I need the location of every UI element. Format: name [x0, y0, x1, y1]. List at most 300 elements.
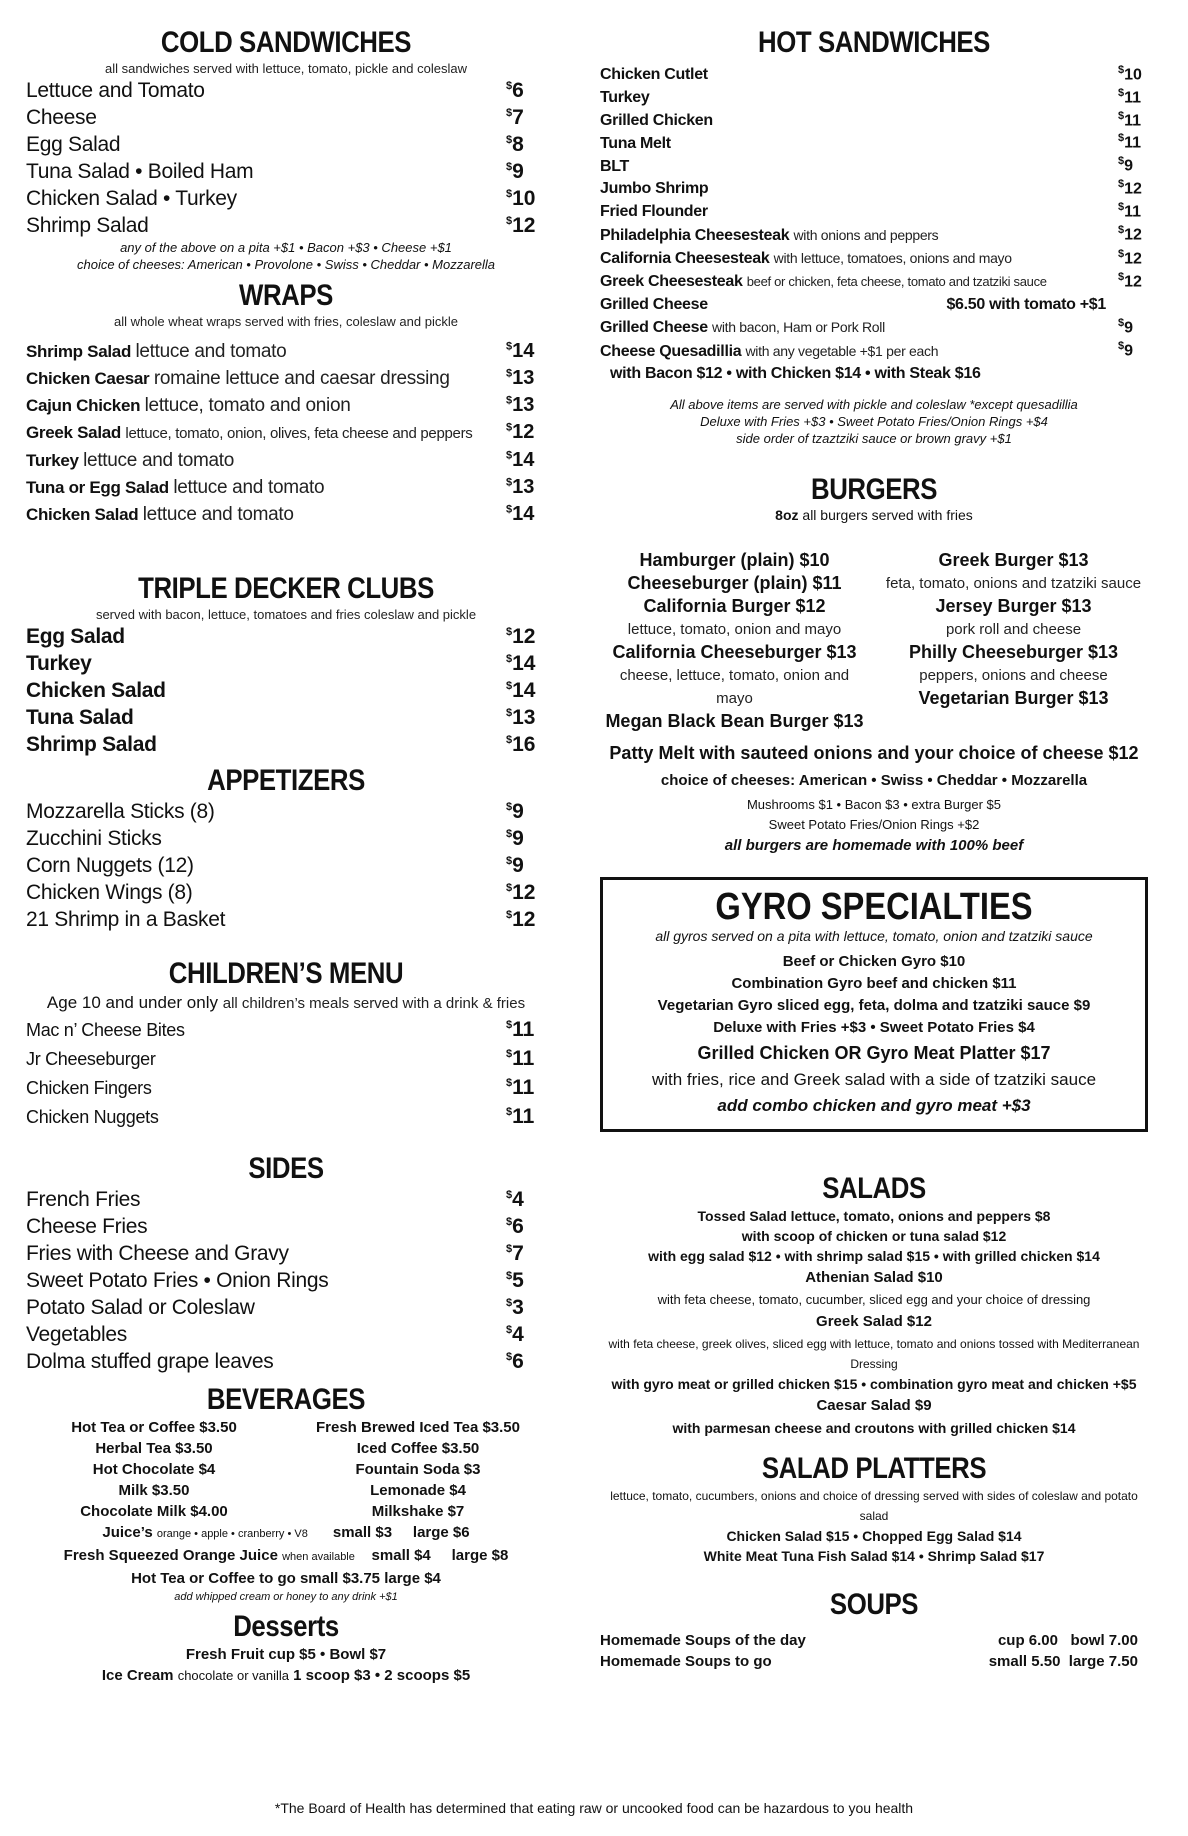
soup-price: small 5.50 large 7.50	[988, 1652, 1138, 1670]
burger-item: Jersey Burger $13	[935, 595, 1092, 616]
section-title: Desserts	[233, 1610, 339, 1643]
price-value: 9	[1124, 319, 1134, 337]
item-title: Grilled Cheese	[600, 295, 708, 313]
price-value: 6	[512, 79, 524, 102]
item-price: $9	[506, 827, 524, 850]
item-price: $9	[506, 854, 524, 877]
fruit-line: Fresh Fruit cup $5 • Bowl $7	[185, 1646, 387, 1663]
item-name: Corn Nuggets (12)	[26, 854, 194, 877]
item-title: Grilled Cheese	[600, 319, 708, 337]
menu-item	[26, 212, 546, 239]
price-value: 14	[512, 679, 536, 702]
beverage-item: Chocolate Milk $4.00	[80, 1503, 228, 1520]
price-value: 11	[1124, 203, 1142, 221]
item-name: Tuna Salad	[26, 706, 134, 729]
item-desc: lettuce, tomato and onion	[144, 395, 351, 416]
item-price: $11	[1118, 132, 1142, 152]
item-price: $11	[506, 1105, 535, 1128]
menu-item	[26, 338, 546, 365]
menu-item	[600, 87, 1148, 110]
menu-list	[26, 77, 546, 239]
item-name: Dolma stuffed grape leaves	[26, 1350, 274, 1373]
menu-item	[26, 1294, 546, 1321]
price-value: 9	[1124, 157, 1134, 175]
item-name: French Fries	[26, 1188, 141, 1211]
item-price: $7	[506, 106, 524, 129]
item-title: Chicken Salad	[26, 505, 139, 524]
menu-item	[26, 1045, 546, 1074]
beverage-item: Lemonade $4	[370, 1482, 466, 1499]
menu-list	[26, 623, 546, 758]
menu-item	[26, 1240, 546, 1267]
price-value: 14	[512, 503, 535, 525]
item-name: Vegetables	[26, 1323, 127, 1346]
right-column	[600, 26, 1148, 1672]
salad-platters-section	[600, 1452, 1148, 1566]
item-price: $9	[506, 800, 524, 823]
price-value: 12	[1124, 250, 1142, 268]
section-title: SALAD PLATTERS	[761, 1451, 987, 1485]
item-price: $14	[506, 503, 535, 525]
price-value: 13	[512, 367, 535, 389]
menu-list	[26, 338, 546, 528]
burgers-section	[600, 473, 1148, 857]
item-name	[600, 316, 885, 340]
item-price: $11	[1118, 109, 1142, 129]
item-title: Turkey	[26, 451, 79, 470]
menu-list	[26, 1016, 546, 1132]
section-title: COLD SANDWICHES	[160, 26, 412, 59]
menu-item	[26, 623, 546, 650]
platter-note: lettuce, tomato, cucumbers, onions and choice of dressing served with sides of coleslaw and potato salad	[610, 1488, 1138, 1523]
menu-item	[600, 64, 1148, 87]
item-name: Chicken Salad	[26, 679, 166, 702]
item-name	[600, 224, 938, 248]
sides-section	[26, 1152, 546, 1375]
item-price: $9	[1118, 155, 1134, 175]
item-title: Philadelphia Cheesesteak	[600, 226, 790, 244]
section-footnote: Deluxe with Fries +$3 • Sweet Potato Fries/Onion Rings +$4	[700, 413, 1048, 429]
item-price: $12	[1118, 224, 1142, 244]
menu-item	[600, 316, 1148, 340]
item-price: $12	[506, 421, 535, 443]
menu-item	[600, 247, 1148, 271]
price-value: 9	[1124, 342, 1134, 360]
section-title: SALADS	[822, 1171, 926, 1205]
price-value: 11	[1124, 89, 1142, 107]
menu-list	[26, 798, 546, 933]
item-price: $13	[506, 476, 535, 498]
beverage-item: Iced Coffee $3.50	[356, 1440, 480, 1457]
price-value: 3	[512, 1296, 524, 1319]
price-value: 7	[512, 106, 524, 129]
item-title: Tuna or Egg Salad	[26, 478, 169, 497]
item-price: $9	[506, 160, 524, 183]
item-desc: with bacon, Ham or Pork Roll	[712, 319, 885, 336]
price-value: 11	[1124, 111, 1142, 129]
item-desc: with onions and peppers	[793, 226, 939, 243]
item-price: $14	[506, 340, 535, 362]
item-price: $14	[506, 679, 536, 702]
item-name: Sweet Potato Fries • Onion Rings	[26, 1269, 329, 1292]
salad-item: with scoop of chicken or tuna salad $12	[741, 1227, 1007, 1244]
item-price: $6	[506, 1350, 524, 1373]
cold-sandwiches-section	[26, 26, 546, 273]
item-title: Jumbo Shrimp	[600, 180, 709, 198]
beverage-item: Hot Chocolate $4	[92, 1461, 216, 1478]
item-desc: $6.50 with tomato +$1	[946, 295, 1106, 313]
price-value: 11	[512, 1018, 535, 1041]
price-value: 12	[512, 908, 536, 931]
burger-extras: Mushrooms $1 • Bacon $3 • extra Burger $5	[746, 796, 1002, 812]
section-title: HOT SANDWICHES	[758, 26, 990, 59]
beverage-item: Herbal Tea $3.50	[95, 1440, 213, 1457]
item-name	[600, 156, 629, 179]
quesadilla-addons: with Bacon $12 • with Chicken $14 • with Steak $16	[610, 365, 981, 383]
item-title: Greek Salad	[26, 423, 121, 442]
menu-item	[600, 132, 1148, 155]
section-note	[26, 991, 546, 1016]
item-name	[600, 247, 1012, 271]
burger-column-left	[600, 549, 869, 733]
beverage-item: Milk $3.50	[118, 1482, 190, 1499]
salad-desc: with feta cheese, greek olives, sliced egg with lettuce, tomato and onions tossed with Mediterranean Dressing	[608, 1336, 1140, 1371]
item-name	[600, 133, 671, 156]
price-value: 12	[1124, 180, 1142, 198]
beverage-item: Fresh Brewed Iced Tea $3.50	[316, 1419, 520, 1436]
menu-item	[26, 1267, 546, 1294]
item-price: $11	[506, 1047, 535, 1070]
item-name	[26, 392, 351, 419]
menu-item	[26, 392, 546, 419]
item-price: $13	[506, 394, 535, 416]
item-price: $4	[506, 1323, 524, 1346]
gyro-item: Beef or Chicken Gyro $10	[782, 952, 966, 970]
gyro-item: Deluxe with Fries +$3 • Sweet Potato Fries $4	[713, 1018, 1035, 1036]
section-note	[600, 507, 1148, 523]
item-name: Cheese Fries	[26, 1215, 148, 1238]
price-value: 11	[512, 1076, 535, 1099]
menu-item	[26, 852, 546, 879]
section-title: GYRO SPECIALTIES	[715, 885, 1033, 928]
menu-item	[26, 1321, 546, 1348]
burger-desc: cheese, lettuce, tomato, onion and mayo	[619, 666, 850, 707]
item-desc: beef or chicken, feta cheese, tomato and tzatziki sauce	[746, 274, 1047, 290]
salad-item: with parmesan cheese and croutons with grilled chicken $14	[672, 1419, 1076, 1436]
menu-item	[26, 1213, 546, 1240]
desserts-section	[26, 1610, 546, 1686]
item-price: $13	[506, 367, 535, 389]
beverage-column-left	[26, 1417, 282, 1522]
price-value: 7	[512, 1242, 524, 1265]
section-title: CHILDREN’S MENU	[168, 957, 404, 990]
item-name	[600, 271, 1047, 294]
menu-item	[26, 365, 546, 392]
menu-item	[26, 1186, 546, 1213]
childrens-menu-section	[26, 957, 546, 1132]
burger-grid	[600, 549, 1148, 733]
item-name	[600, 340, 938, 364]
item-name	[600, 178, 708, 201]
item-desc: romaine lettuce and caesar dressing	[153, 368, 450, 389]
item-name: Shrimp Salad	[26, 214, 149, 237]
gyro-list	[613, 951, 1135, 1119]
beverage-note: add whipped cream or honey to any drink +$1	[174, 1591, 398, 1603]
menu-item	[26, 158, 546, 185]
item-desc: with lettuce, tomatoes, onions and mayo	[773, 250, 1012, 267]
price-value: 11	[1124, 134, 1142, 152]
item-price: $12	[506, 908, 536, 931]
hot-sandwiches-section	[600, 26, 1148, 447]
item-title: Chicken Cutlet	[600, 66, 708, 84]
item-price: $11	[1118, 86, 1142, 107]
section-title: TRIPLE DECKER CLUBS	[138, 572, 434, 605]
ice-cream-line	[26, 1665, 546, 1686]
price-value: 14	[512, 652, 536, 675]
item-desc: with any vegetable +$1 per each	[745, 342, 939, 359]
item-price: $12	[1118, 270, 1142, 291]
item-name: Fries with Cheese and Gravy	[26, 1242, 289, 1265]
burger-item: Cheeseburger (plain) $11	[627, 572, 842, 593]
item-price: $8	[506, 133, 524, 156]
gyro-platter: Grilled Chicken OR Gyro Meat Platter $17	[697, 1042, 1051, 1063]
section-title: APPETIZERS	[207, 764, 365, 797]
item-price: $11	[506, 1018, 535, 1041]
ice-cream-price: 1 scoop $3 • 2 scoops $5	[293, 1667, 471, 1684]
item-title: Cheese Quesadillia	[600, 342, 742, 360]
item-name: Jr Cheeseburger	[26, 1049, 156, 1069]
burger-note: all burgers served with fries	[802, 506, 973, 523]
section-title: BEVERAGES	[206, 1383, 366, 1416]
item-name: Chicken Salad • Turkey	[26, 187, 237, 210]
menu-item	[26, 501, 546, 528]
item-price: $6	[506, 79, 524, 102]
menu-list	[600, 64, 1148, 386]
burger-item: Philly Cheeseburger $13	[908, 641, 1119, 662]
item-name	[26, 447, 234, 474]
item-price: $12	[506, 881, 536, 904]
salad-item: with gyro meat or grilled chicken $15 • combination gyro meat and chicken +$5	[611, 1375, 1137, 1392]
menu-item	[26, 104, 546, 131]
price-value: 5	[512, 1269, 524, 1292]
price-value: 12	[1124, 273, 1142, 291]
menu-item	[26, 906, 546, 933]
beverage-column-right	[290, 1417, 546, 1522]
item-price: $12	[506, 625, 536, 648]
menu-item	[600, 110, 1148, 133]
item-name: Egg Salad	[26, 133, 121, 156]
price-value: 13	[512, 706, 536, 729]
gyro-platter-desc: with fries, rice and Greek salad with a side of tzatziki sauce	[651, 1069, 1097, 1089]
item-name: Chicken Fingers	[26, 1078, 152, 1098]
item-name: Chicken Nuggets	[26, 1107, 159, 1127]
gyro-specialties-box	[600, 877, 1148, 1132]
item-title: Turkey	[600, 89, 650, 107]
salad-item: with egg salad $12 • with shrimp salad $15 • with grilled chicken $14	[648, 1247, 1100, 1264]
appetizers-section	[26, 764, 546, 933]
item-price: $7	[506, 1242, 524, 1265]
item-price: $6	[506, 1215, 524, 1238]
oj-name: Fresh Squeezed Orange Juice	[63, 1547, 278, 1564]
item-name: Shrimp Salad	[26, 733, 157, 756]
menu-item	[26, 677, 546, 704]
item-name: Lettuce and Tomato	[26, 79, 205, 102]
section-note: served with bacon, lettuce, tomatoes and fries coleslaw and pickle	[95, 607, 477, 622]
burger-homemade-note: all burgers are homemade with 100% beef	[724, 836, 1024, 854]
menu-item	[600, 340, 1148, 364]
item-price: $16	[506, 733, 536, 756]
platter-item: Chicken Salad $15 • Chopped Egg Salad $14	[726, 1527, 1022, 1544]
price-value: 12	[512, 625, 536, 648]
patty-melt: Patty Melt with sauteed onions and your choice of cheese $12	[609, 742, 1139, 763]
item-title: Tuna Melt	[600, 134, 671, 152]
price-value: 12	[512, 881, 536, 904]
item-price: $12	[1118, 178, 1142, 198]
item-price: $14	[506, 449, 535, 471]
price-value: 14	[512, 449, 535, 471]
item-price: $14	[506, 652, 536, 675]
ice-cream-name: Ice Cream	[101, 1667, 174, 1684]
item-name	[26, 365, 450, 392]
burger-extras: Sweet Potato Fries/Onion Rings +$2	[768, 816, 980, 832]
item-name: Mac n’ Cheese Bites	[26, 1020, 185, 1040]
price-value: 6	[512, 1350, 524, 1373]
section-note: all sandwiches served with lettuce, tomato, pickle and coleslaw	[104, 61, 467, 76]
menu-item	[600, 294, 1148, 317]
item-name: Turkey	[26, 652, 92, 675]
item-price: $10	[1118, 64, 1142, 84]
item-name: Mozzarella Sticks (8)	[26, 800, 215, 823]
item-name: Zucchini Sticks	[26, 827, 162, 850]
item-desc: lettuce and tomato	[142, 504, 294, 525]
salad-item: Greek Salad $12	[816, 1312, 932, 1330]
platter-list	[600, 1486, 1148, 1566]
menu-item	[26, 77, 546, 104]
item-title: Cajun Chicken	[26, 396, 141, 415]
juice-price: small $3 large $6	[332, 1524, 470, 1541]
price-value: 8	[512, 133, 524, 156]
item-title: Shrimp Salad	[26, 342, 132, 361]
item-name: Cheese	[26, 106, 97, 129]
item-price: $4	[506, 1188, 524, 1211]
juice-desc: orange • apple • cranberry • V8	[156, 1528, 308, 1540]
item-price: $5	[506, 1269, 524, 1292]
price-value: 14	[512, 340, 535, 362]
burger-desc: pork roll and cheese	[945, 620, 1082, 638]
beverage-item: Hot Tea or Coffee $3.50	[71, 1419, 237, 1436]
soup-name: Homemade Soups to go	[600, 1652, 772, 1670]
item-name: Chicken Wings (8)	[26, 881, 193, 904]
item-desc: lettuce and tomato	[173, 477, 325, 498]
menu-item	[600, 155, 1148, 178]
item-name	[26, 474, 324, 501]
price-value: 4	[512, 1323, 524, 1346]
section-title: SOUPS	[829, 1587, 919, 1621]
price-value: 11	[512, 1105, 535, 1128]
item-name	[26, 501, 294, 528]
ice-cream-desc: chocolate or vanilla	[177, 1668, 289, 1683]
item-name	[600, 64, 708, 87]
wraps-section	[26, 279, 546, 528]
section-title: SIDES	[248, 1152, 324, 1185]
burger-column-right	[879, 549, 1148, 733]
item-name: Egg Salad	[26, 625, 125, 648]
menu-item	[600, 178, 1148, 201]
menu-item	[600, 224, 1148, 248]
soup-name: Homemade Soups of the day	[600, 1631, 806, 1649]
section-footnote: All above items are served with pickle and coleslaw *except quesadillia	[670, 396, 1078, 412]
soup-price: cup 6.00 bowl 7.00	[997, 1631, 1138, 1649]
triple-decker-clubs-section	[26, 572, 546, 758]
item-name	[600, 201, 708, 224]
gyro-item: Vegetarian Gyro sliced egg, feta, dolma and tzatziki sauce $9	[657, 996, 1091, 1014]
item-title: Fried Flounder	[600, 203, 708, 221]
item-title: Grilled Chicken	[600, 111, 713, 129]
menu-item	[26, 1348, 546, 1375]
menu-item	[26, 447, 546, 474]
item-price: $9	[1118, 316, 1134, 337]
health-disclaimer: *The Board of Health has determined that eating raw or uncooked food can be hazardous to you health	[274, 1800, 914, 1816]
burger-item: California Burger $12	[643, 595, 826, 616]
item-price: $9	[1118, 340, 1134, 360]
burger-item: Greek Burger $13	[938, 549, 1089, 570]
menu-item	[26, 825, 546, 852]
price-value: 4	[512, 1188, 524, 1211]
section-title: WRAPS	[239, 279, 333, 312]
salad-list	[600, 1206, 1148, 1438]
menu-item	[26, 650, 546, 677]
menu-item	[26, 474, 546, 501]
soup-row	[600, 1630, 1148, 1651]
price-value: 16	[512, 733, 536, 756]
menu-item	[26, 185, 546, 212]
soups-section	[600, 1588, 1148, 1672]
price-value: 9	[512, 800, 524, 823]
price-value: 10	[512, 187, 536, 210]
beverage-grid	[26, 1417, 546, 1522]
burger-desc: peppers, onions and cheese	[919, 666, 1108, 684]
price-value: 13	[512, 394, 535, 416]
price-value: 9	[512, 854, 524, 877]
price-value: 6	[512, 1215, 524, 1238]
menu-item	[26, 704, 546, 731]
burger-cheese-choices: choice of cheeses: American • Swiss • Cheddar • Mozzarella	[660, 771, 1088, 789]
burger-weight: 8oz	[775, 506, 799, 523]
beverage-item: Milkshake $7	[371, 1503, 465, 1520]
gyro-combo: add combo chicken and gyro meat +$3	[717, 1095, 1031, 1115]
section-footnote: choice of cheeses: American • Provolone • Swiss • Cheddar • Mozzarella	[76, 257, 496, 272]
juice-line	[26, 1522, 546, 1545]
menu-item	[26, 1016, 546, 1045]
section-title: BURGERS	[810, 472, 937, 506]
item-price: $11	[506, 1076, 535, 1099]
beverage-item: Fountain Soda $3	[355, 1461, 481, 1478]
item-price: $11	[1118, 200, 1142, 221]
price-value: 12	[1124, 226, 1142, 244]
section-footnote: any of the above on a pita +$1 • Bacon +$3 • Cheese +$1	[120, 240, 452, 255]
salad-item: Tossed Salad lettuce, tomato, onions and peppers $8	[697, 1207, 1051, 1224]
price-value: 12	[512, 214, 536, 237]
salad-item: Athenian Salad $10	[805, 1268, 943, 1286]
price-value: 9	[512, 160, 524, 183]
menu-item	[26, 131, 546, 158]
price-value: 13	[512, 476, 535, 498]
age-note: Age 10 and under only	[46, 993, 218, 1012]
item-price: $12	[1118, 247, 1142, 268]
item-desc: lettuce and tomato	[135, 341, 287, 362]
burger-item: Megan Black Bean Burger $13	[605, 710, 864, 731]
burger-item: California Cheeseburger $13	[612, 641, 857, 662]
